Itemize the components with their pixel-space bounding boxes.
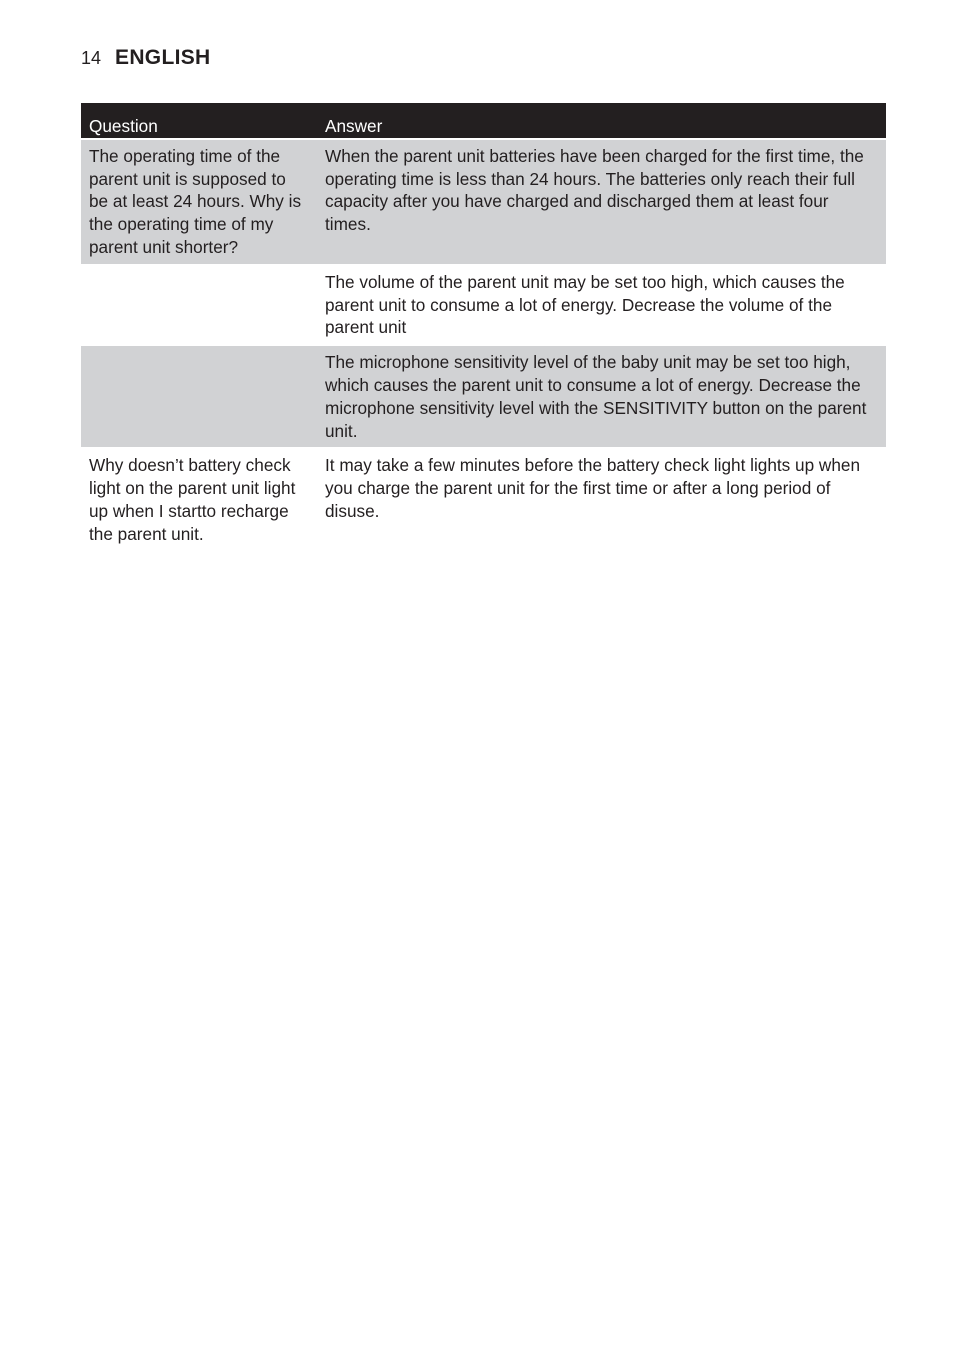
column-header-answer: Answer: [317, 103, 886, 139]
column-header-question: Question: [81, 103, 317, 139]
answer-cell: The volume of the parent unit may be set too high, which causes the parent unit to consume a lot of energy. Decrease the volume of the parent unit: [317, 265, 886, 345]
section-title: ENGLISH: [115, 46, 211, 69]
answer-cell: The microphone sensitivity level of the baby unit may be set too high, which causes the parent unit to consume a lot of energy. Decrease the microphone sensitivity level with the SENSITIVITY button on the parent unit.: [317, 345, 886, 448]
troubleshooting-table: [81, 103, 886, 551]
page-number: 14: [81, 48, 102, 68]
question-cell: [81, 345, 317, 448]
table-row: [81, 345, 886, 448]
question-cell: The operating time of the parent unit is supposed to be at least 24 hours. Why is the operating time of my parent unit shorter?: [81, 139, 317, 265]
answer-cell: It may take a few minutes before the battery check light lights up when you charge the parent unit for the first time or after a long period of disuse.: [317, 448, 886, 550]
question-cell: Why doesn’t battery check light on the parent unit light up when I startto recharge the parent unit.: [81, 448, 317, 550]
page-header: [81, 46, 210, 70]
answer-cell: When the parent unit batteries have been charged for the first time, the operating time is less than 24 hours. The batteries only reach their full capacity after you have charged and discharged them at least four times.: [317, 139, 886, 265]
table-row: [81, 139, 886, 265]
table-row: [81, 265, 886, 345]
table-header-row: [81, 103, 886, 139]
table-row: [81, 448, 886, 550]
question-cell: [81, 265, 317, 345]
